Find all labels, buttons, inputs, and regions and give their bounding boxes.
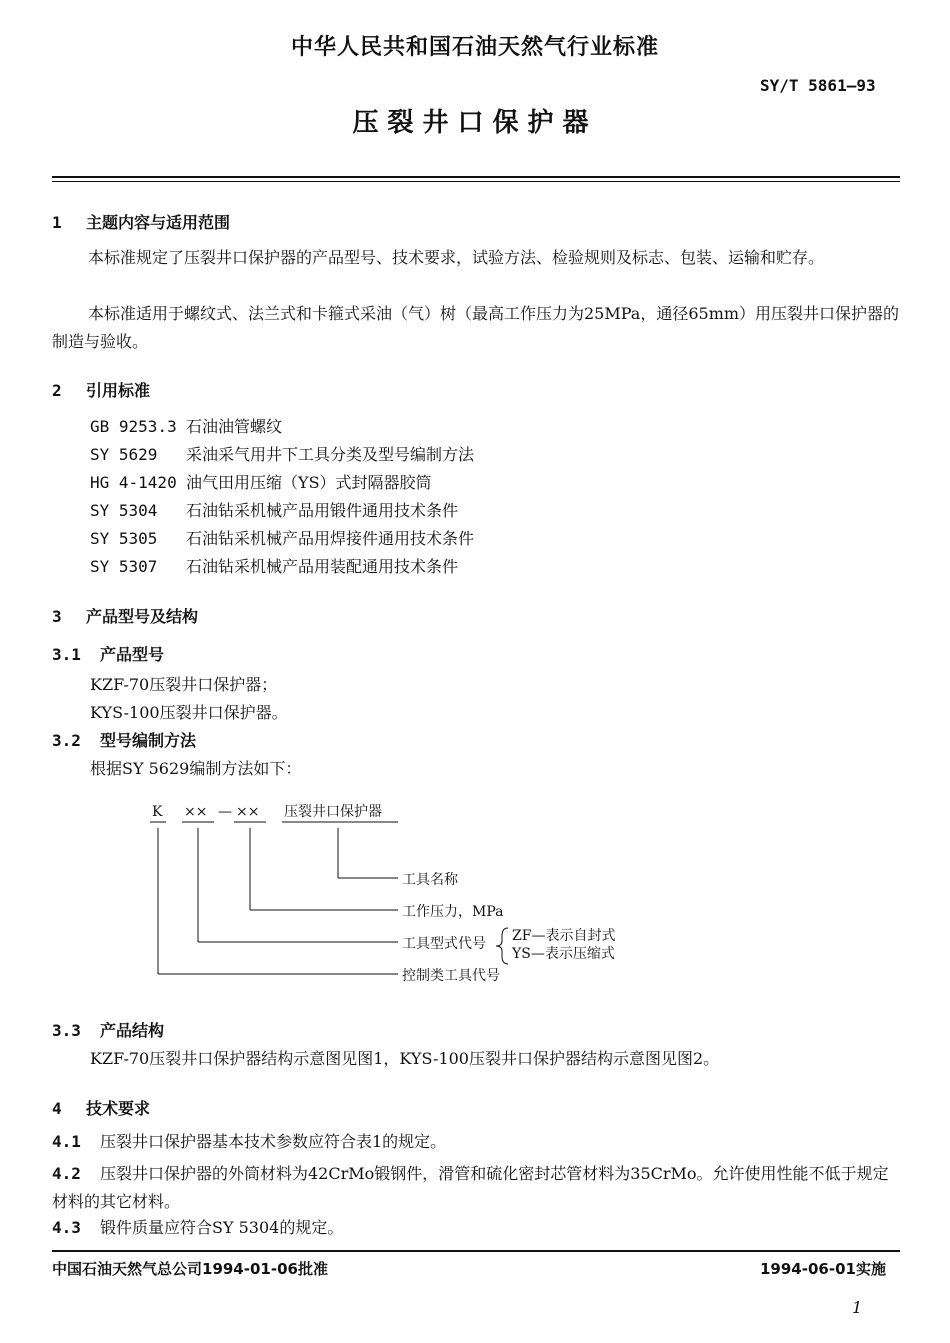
reference-item — [90, 470, 432, 493]
label-tool-name: 工具名称 — [402, 872, 458, 888]
section-title: 引用标准 — [86, 381, 151, 400]
reference-item — [90, 498, 458, 521]
reference-code: SY 5305 — [90, 529, 158, 548]
reference-item — [90, 442, 474, 465]
section-title: 型号编制方法 — [100, 731, 197, 750]
reference-name: 石油钻采机械产品用锻件通用技术条件 — [186, 501, 459, 520]
section-3-heading — [52, 604, 198, 627]
section-4-heading — [52, 1096, 150, 1119]
header-rule-thin — [52, 181, 900, 182]
section-title: 技术要求 — [86, 1099, 151, 1118]
type-ys: YS—表示压缩式 — [512, 946, 615, 962]
section-number: 3.1 — [52, 645, 81, 664]
type-brace — [496, 928, 508, 964]
clause-text: 压裂井口保护器基本技术参数应符合表1的规定。 — [100, 1132, 447, 1151]
section-number: 4 — [52, 1099, 62, 1118]
reference-name: 石油油管螺纹 — [186, 417, 283, 436]
reference-code: SY 5304 — [90, 501, 158, 520]
structure-text: KZF-70压裂井口保护器结构示意图见图1，KYS-100压裂井口保护器结构示意图见图2。 — [90, 1049, 720, 1068]
reference-code: HG 4-1420 — [90, 473, 177, 492]
reference-code: GB 9253.3 — [90, 417, 177, 436]
code-k: K — [152, 804, 163, 820]
section-1-paragraph-1: 本标准规定了压裂井口保护器的产品型号、技术要求，试验方法、检验规则及标志、包装、运输和贮存。 — [88, 248, 825, 267]
section-1-paragraph-2: 本标准适用于螺纹式、法兰式和卡箍式采油（气）树（最高工作压力为25MPa，通径65mm）用压裂井口保护器的制造与验收。 — [52, 304, 900, 351]
reference-item — [90, 554, 458, 577]
reference-item — [90, 526, 474, 549]
section-title: 产品型号及结构 — [86, 607, 199, 626]
model-line-2: KYS-100压裂井口保护器。 — [90, 703, 288, 722]
section-number: 3.3 — [52, 1021, 81, 1040]
clause-number: 4.2 — [52, 1164, 81, 1183]
section-2-heading — [52, 378, 150, 401]
section-title: 产品型号 — [100, 645, 165, 664]
type-zf: ZF—表示自封式 — [512, 928, 616, 944]
clause-4-1 — [52, 1128, 900, 1156]
header-rule — [52, 176, 900, 178]
footer-rule — [52, 1250, 900, 1252]
section-3-2-heading — [52, 728, 196, 751]
section-number: 1 — [52, 213, 62, 232]
reference-name: 石油钻采机械产品用焊接件通用技术条件 — [186, 529, 475, 548]
document-title: 压裂井口保护器 — [352, 108, 598, 138]
standard-code: SY/T 5861—93 — [760, 76, 876, 95]
reference-name: 油气田用压缩（YS）式封隔器胶筒 — [186, 473, 432, 492]
clause-text: 压裂井口保护器的外筒材料为42CrMo锻钢件，滑管和硫化密封芯管材料为35CrMo。允许使用性能不低于规定材料的其它材料。 — [52, 1164, 889, 1211]
reference-name: 采油采气用井下工具分类及型号编制方法 — [186, 445, 475, 464]
section-3-1-heading — [52, 642, 164, 665]
section-number: 2 — [52, 381, 62, 400]
label-working-pressure: 工作压力，MPa — [402, 904, 504, 920]
section-title: 产品结构 — [100, 1021, 165, 1040]
section-3-3-heading — [52, 1018, 164, 1041]
clause-number: 4.1 — [52, 1132, 81, 1151]
method-intro: 根据SY 5629编制方法如下： — [90, 759, 302, 778]
reference-code: SY 5307 — [90, 557, 158, 576]
effective-date: 1994-06-01实施 — [760, 1260, 886, 1278]
clause-4-3 — [52, 1214, 900, 1242]
clause-text: 锻件质量应符合SY 5304的规定。 — [100, 1218, 344, 1237]
reference-item — [90, 414, 282, 437]
standard-organization: 中华人民共和国石油天然气行业标准 — [290, 35, 659, 60]
code-xx-2: ×× — [236, 804, 260, 820]
reference-name: 石油钻采机械产品用装配通用技术条件 — [186, 557, 459, 576]
section-number: 3.2 — [52, 731, 81, 750]
clause-4-2 — [52, 1160, 900, 1216]
product-name: 压裂井口保护器 — [284, 804, 382, 820]
section-1-heading — [52, 210, 230, 233]
code-dash: — — [218, 804, 232, 820]
reference-code: SY 5629 — [90, 445, 158, 464]
approval-statement: 中国石油天然气总公司1994-01-06批准 — [52, 1260, 328, 1278]
section-title: 主题内容与适用范围 — [86, 213, 231, 232]
label-tool-type: 工具型式代号 — [402, 936, 486, 952]
page-number: 1 — [852, 1298, 863, 1317]
section-number: 3 — [52, 607, 62, 626]
label-control-class: 控制类工具代号 — [402, 968, 500, 984]
model-code-diagram — [140, 800, 660, 990]
code-xx-1: ×× — [184, 804, 208, 820]
model-line-1: KZF-70压裂井口保护器； — [90, 675, 278, 694]
clause-number: 4.3 — [52, 1218, 81, 1237]
